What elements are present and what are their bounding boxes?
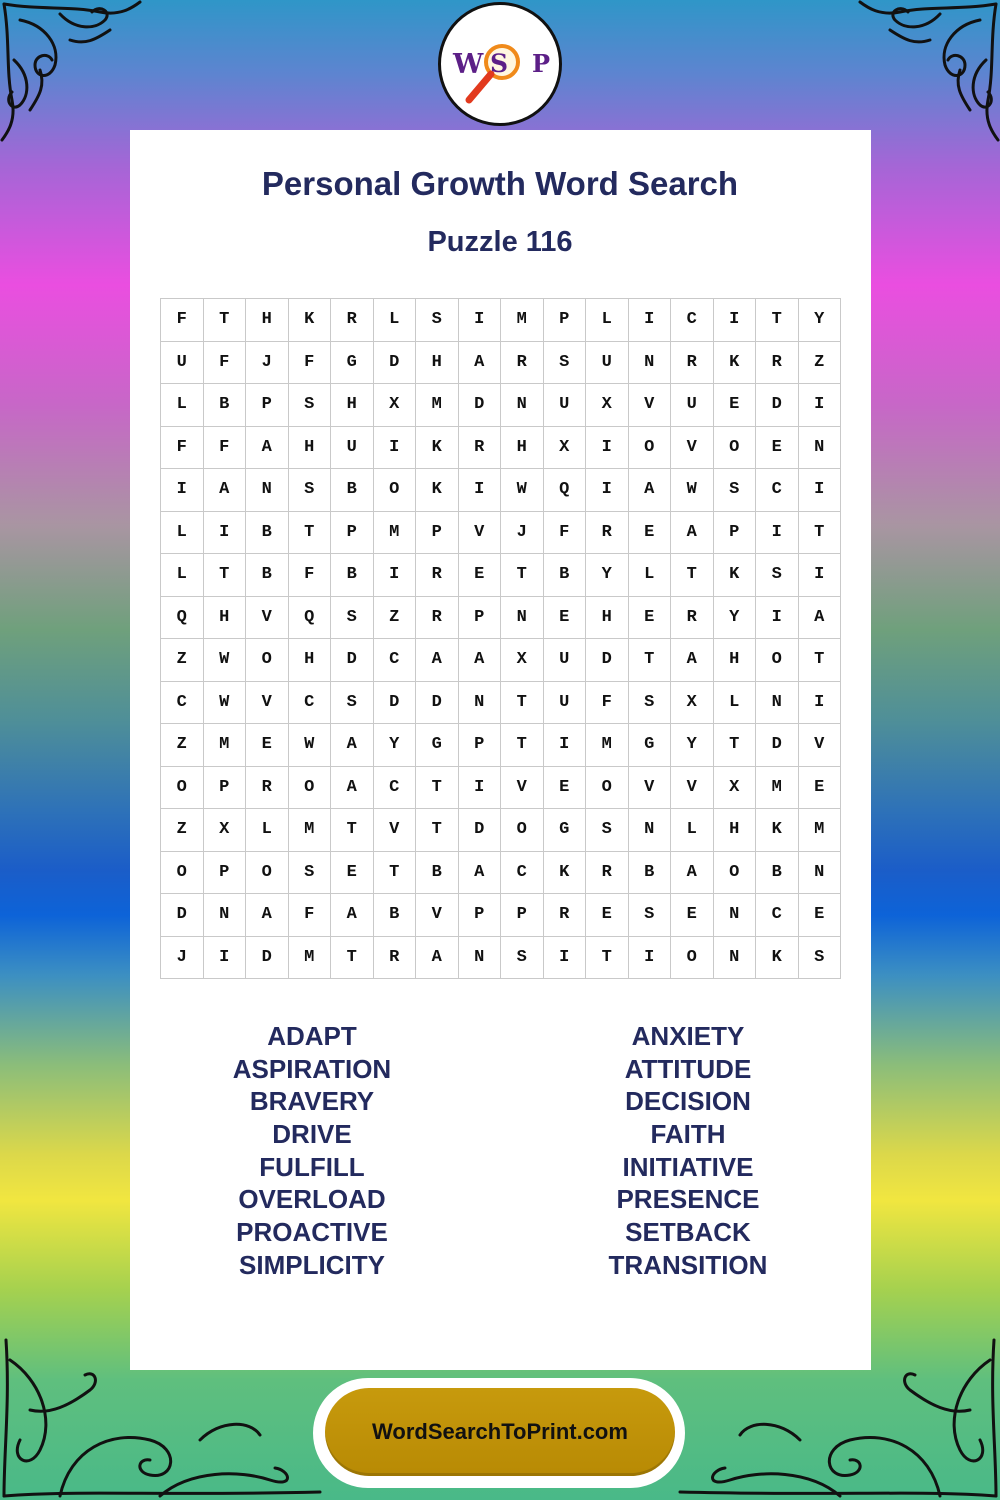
word-list-item: ASPIRATION [232, 1053, 392, 1084]
grid-cell[interactable]: P [459, 894, 502, 937]
grid-cell[interactable]: E [629, 512, 672, 555]
grid-cell[interactable]: X [714, 767, 757, 810]
logo-letter-s: S [490, 49, 509, 78]
grid-cell[interactable]: E [799, 894, 842, 937]
grid-cell[interactable]: T [416, 767, 459, 810]
grid-cell[interactable]: C [289, 682, 332, 725]
grid-cell[interactable]: M [374, 512, 417, 555]
grid-cell[interactable]: I [799, 554, 842, 597]
grid-cell[interactable]: X [501, 639, 544, 682]
grid-cell[interactable]: K [714, 554, 757, 597]
site-logo[interactable] [438, 2, 562, 126]
word-list-item: PRESENCE [616, 1184, 760, 1215]
grid-cell[interactable]: N [204, 894, 247, 937]
grid-cell[interactable]: H [501, 427, 544, 470]
word-list-right [528, 1020, 848, 1282]
grid-cell[interactable]: T [756, 299, 799, 342]
grid-cell[interactable]: U [671, 384, 714, 427]
grid-cell[interactable]: P [501, 894, 544, 937]
grid-cell[interactable]: R [374, 937, 417, 980]
word-list-item: FAITH [650, 1119, 726, 1150]
grid-cell[interactable]: E [544, 767, 587, 810]
grid-cell[interactable]: M [289, 937, 332, 980]
grid-cell[interactable]: V [799, 724, 842, 767]
grid-cell[interactable]: T [671, 554, 714, 597]
grid-cell[interactable]: C [374, 639, 417, 682]
logo-letter-w: W [453, 49, 484, 80]
grid-cell[interactable]: I [374, 554, 417, 597]
grid-cell[interactable]: P [204, 767, 247, 810]
grid-cell[interactable]: O [374, 469, 417, 512]
grid-cell[interactable]: I [544, 724, 587, 767]
grid-cell[interactable]: I [799, 682, 842, 725]
grid-cell[interactable]: E [544, 597, 587, 640]
grid-cell[interactable]: S [756, 554, 799, 597]
grid-cell[interactable]: O [586, 767, 629, 810]
grid-cell[interactable]: R [501, 342, 544, 385]
grid-cell[interactable]: W [204, 639, 247, 682]
grid-cell[interactable]: I [586, 427, 629, 470]
grid-cell[interactable]: K [714, 342, 757, 385]
grid-cell[interactable]: L [714, 682, 757, 725]
grid-cell[interactable]: F [161, 427, 204, 470]
grid-cell[interactable]: L [246, 809, 289, 852]
grid-cell[interactable]: I [204, 512, 247, 555]
grid-cell[interactable]: S [714, 469, 757, 512]
grid-cell[interactable]: Y [586, 554, 629, 597]
grid-cell[interactable]: X [204, 809, 247, 852]
grid-cell[interactable]: S [331, 682, 374, 725]
grid-cell[interactable]: L [161, 512, 204, 555]
grid-cell[interactable]: A [459, 852, 502, 895]
grid-cell[interactable]: E [671, 894, 714, 937]
grid-cell[interactable]: G [544, 809, 587, 852]
grid-cell[interactable]: S [799, 937, 842, 980]
grid-cell[interactable]: N [799, 852, 842, 895]
grid-cell[interactable]: R [246, 767, 289, 810]
website-link-button[interactable]: WordSearchToPrint.com [325, 1388, 675, 1476]
grid-cell[interactable]: O [671, 937, 714, 980]
grid-cell[interactable]: F [289, 342, 332, 385]
grid-cell[interactable]: O [161, 852, 204, 895]
grid-cell[interactable]: C [756, 469, 799, 512]
grid-cell[interactable]: I [586, 469, 629, 512]
grid-cell[interactable]: M [586, 724, 629, 767]
grid-cell[interactable]: T [331, 809, 374, 852]
grid-cell[interactable]: S [586, 809, 629, 852]
grid-cell[interactable]: N [714, 894, 757, 937]
grid-cell[interactable]: L [161, 554, 204, 597]
grid-cell[interactable]: B [204, 384, 247, 427]
puzzle-number: Puzzle 116 [427, 226, 573, 258]
word-list-item: ANXIETY [631, 1021, 745, 1051]
grid-cell[interactable]: T [586, 937, 629, 980]
grid-cell[interactable]: P [714, 512, 757, 555]
grid-cell[interactable]: N [756, 682, 799, 725]
grid-cell[interactable]: L [629, 554, 672, 597]
grid-cell[interactable]: I [799, 469, 842, 512]
grid-cell[interactable]: I [459, 767, 502, 810]
grid-cell[interactable]: B [629, 852, 672, 895]
word-list-item: OVERLOAD [238, 1184, 386, 1215]
grid-cell[interactable]: O [289, 767, 332, 810]
grid-cell[interactable]: N [459, 682, 502, 725]
grid-cell[interactable]: B [756, 852, 799, 895]
grid-cell[interactable]: D [459, 384, 502, 427]
grid-cell[interactable]: E [459, 554, 502, 597]
grid-cell[interactable]: R [586, 512, 629, 555]
grid-cell[interactable]: T [416, 809, 459, 852]
grid-cell[interactable]: Z [161, 639, 204, 682]
grid-cell[interactable]: V [629, 384, 672, 427]
grid-cell[interactable]: G [629, 724, 672, 767]
grid-cell[interactable]: V [459, 512, 502, 555]
word-list-item: BRAVERY [249, 1086, 375, 1117]
grid-cell[interactable]: X [586, 384, 629, 427]
grid-cell[interactable]: T [289, 512, 332, 555]
grid-cell[interactable]: Y [671, 724, 714, 767]
grid-cell[interactable]: D [374, 342, 417, 385]
grid-cell[interactable]: O [161, 767, 204, 810]
grid-cell[interactable]: H [246, 299, 289, 342]
grid-cell[interactable]: E [756, 427, 799, 470]
page-title: Personal Growth Word Search [261, 165, 739, 202]
grid-cell[interactable]: N [799, 427, 842, 470]
grid-cell[interactable]: R [756, 342, 799, 385]
grid-cell[interactable]: I [714, 299, 757, 342]
grid-cell[interactable]: S [416, 299, 459, 342]
grid-cell[interactable]: M [501, 299, 544, 342]
grid-cell[interactable]: K [756, 937, 799, 980]
grid-cell[interactable]: A [204, 469, 247, 512]
grid-cell[interactable]: J [161, 937, 204, 980]
grid-cell[interactable]: D [586, 639, 629, 682]
grid-cell[interactable]: I [544, 937, 587, 980]
grid-cell[interactable]: H [416, 342, 459, 385]
grid-cell[interactable]: V [246, 597, 289, 640]
grid-cell[interactable]: N [714, 937, 757, 980]
grid-cell[interactable]: U [161, 342, 204, 385]
grid-cell[interactable]: G [416, 724, 459, 767]
grid-cell[interactable]: I [459, 469, 502, 512]
grid-cell[interactable]: P [331, 512, 374, 555]
grid-cell[interactable]: E [246, 724, 289, 767]
grid-cell[interactable]: R [544, 894, 587, 937]
grid-cell[interactable]: L [586, 299, 629, 342]
grid-cell[interactable]: B [374, 894, 417, 937]
word-list-item: ATTITUDE [624, 1053, 752, 1084]
grid-cell[interactable]: T [501, 724, 544, 767]
grid-cell[interactable]: V [416, 894, 459, 937]
grid-cell[interactable]: T [501, 554, 544, 597]
grid-cell[interactable]: B [544, 554, 587, 597]
grid-cell[interactable]: B [331, 469, 374, 512]
word-list-item: TRANSITION [608, 1249, 768, 1280]
grid-cell[interactable]: T [204, 554, 247, 597]
grid-cell[interactable]: W [501, 469, 544, 512]
grid-cell[interactable]: L [374, 299, 417, 342]
word-list-item: FULFILL [259, 1151, 365, 1182]
grid-cell[interactable]: Z [161, 724, 204, 767]
grid-cell[interactable]: Q [289, 597, 332, 640]
grid-cell[interactable]: T [799, 512, 842, 555]
grid-cell[interactable]: A [331, 767, 374, 810]
grid-cell[interactable]: P [544, 299, 587, 342]
grid-cell[interactable]: S [629, 682, 672, 725]
grid-cell[interactable]: F [204, 427, 247, 470]
word-list-left [152, 1020, 472, 1282]
grid-cell[interactable]: Y [714, 597, 757, 640]
grid-cell[interactable]: U [331, 427, 374, 470]
grid-cell[interactable]: C [756, 894, 799, 937]
grid-cell[interactable]: S [289, 852, 332, 895]
grid-cell[interactable]: X [544, 427, 587, 470]
grid-cell[interactable]: U [586, 342, 629, 385]
grid-cell[interactable]: I [374, 427, 417, 470]
grid-cell[interactable]: I [629, 299, 672, 342]
grid-cell[interactable]: U [544, 384, 587, 427]
grid-cell[interactable]: V [629, 767, 672, 810]
grid-cell[interactable]: E [714, 384, 757, 427]
grid-cell[interactable]: U [544, 682, 587, 725]
grid-cell[interactable]: T [629, 639, 672, 682]
grid-cell[interactable]: I [204, 937, 247, 980]
grid-cell[interactable]: O [501, 809, 544, 852]
grid-cell[interactable]: D [459, 809, 502, 852]
grid-cell[interactable]: I [629, 937, 672, 980]
grid-cell[interactable]: D [416, 682, 459, 725]
word-list-item: ADAPT [267, 1021, 357, 1051]
grid-cell[interactable]: K [544, 852, 587, 895]
grid-cell[interactable]: C [161, 682, 204, 725]
grid-cell[interactable]: P [459, 724, 502, 767]
grid-cell[interactable]: C [671, 299, 714, 342]
grid-cell[interactable]: S [501, 937, 544, 980]
grid-cell[interactable]: A [416, 639, 459, 682]
grid-cell[interactable]: E [629, 597, 672, 640]
grid-cell[interactable]: Q [544, 469, 587, 512]
grid-cell[interactable]: A [416, 937, 459, 980]
grid-cell[interactable]: F [204, 342, 247, 385]
grid-cell[interactable]: N [501, 384, 544, 427]
grid-cell[interactable]: D [161, 894, 204, 937]
grid-cell[interactable]: K [289, 299, 332, 342]
grid-cell[interactable]: W [204, 682, 247, 725]
grid-cell[interactable]: F [161, 299, 204, 342]
grid-cell[interactable]: R [671, 342, 714, 385]
grid-cell[interactable]: P [204, 852, 247, 895]
grid-cell[interactable]: B [246, 512, 289, 555]
grid-cell[interactable]: H [586, 597, 629, 640]
grid-cell[interactable]: K [416, 469, 459, 512]
grid-cell[interactable]: K [416, 427, 459, 470]
grid-cell[interactable]: V [671, 427, 714, 470]
grid-cell[interactable]: M [416, 384, 459, 427]
grid-cell[interactable]: O [246, 639, 289, 682]
grid-cell[interactable]: B [331, 554, 374, 597]
grid-cell[interactable]: T [204, 299, 247, 342]
grid-cell[interactable]: H [289, 427, 332, 470]
grid-cell[interactable]: R [671, 597, 714, 640]
grid-cell[interactable]: A [459, 639, 502, 682]
grid-cell[interactable]: D [246, 937, 289, 980]
grid-cell[interactable]: N [629, 809, 672, 852]
grid-cell[interactable]: O [756, 639, 799, 682]
grid-cell[interactable]: P [246, 384, 289, 427]
grid-cell[interactable]: Z [161, 809, 204, 852]
grid-cell[interactable]: C [374, 767, 417, 810]
grid-cell[interactable]: I [799, 384, 842, 427]
grid-cell[interactable]: A [459, 342, 502, 385]
grid-cell[interactable]: H [331, 384, 374, 427]
grid-cell[interactable]: I [756, 597, 799, 640]
corner-ornament-top-left [0, 0, 150, 150]
grid-cell[interactable]: F [289, 554, 332, 597]
letter-grid [160, 298, 841, 979]
grid-cell[interactable]: A [246, 427, 289, 470]
grid-cell[interactable]: L [161, 384, 204, 427]
corner-ornament-top-right [850, 0, 1000, 150]
grid-cell[interactable]: V [374, 809, 417, 852]
grid-cell[interactable]: E [799, 767, 842, 810]
grid-cell[interactable]: Y [799, 299, 842, 342]
grid-cell[interactable]: T [331, 937, 374, 980]
grid-cell[interactable]: Y [374, 724, 417, 767]
grid-cell[interactable]: N [246, 469, 289, 512]
grid-cell[interactable]: W [671, 469, 714, 512]
grid-cell[interactable]: V [246, 682, 289, 725]
grid-cell[interactable]: A [331, 894, 374, 937]
grid-cell[interactable]: T [799, 639, 842, 682]
grid-cell[interactable]: T [374, 852, 417, 895]
grid-cell[interactable]: F [544, 512, 587, 555]
grid-cell[interactable]: H [204, 597, 247, 640]
grid-cell[interactable]: A [331, 724, 374, 767]
grid-cell[interactable]: R [331, 299, 374, 342]
grid-cell[interactable]: R [459, 427, 502, 470]
grid-cell[interactable]: A [671, 512, 714, 555]
grid-cell[interactable]: W [289, 724, 332, 767]
grid-cell[interactable]: D [331, 639, 374, 682]
grid-cell[interactable]: O [714, 852, 757, 895]
grid-cell[interactable]: E [331, 852, 374, 895]
grid-cell[interactable]: H [714, 809, 757, 852]
grid-cell[interactable]: N [501, 597, 544, 640]
grid-cell[interactable]: D [374, 682, 417, 725]
grid-cell[interactable]: T [714, 724, 757, 767]
grid-cell[interactable]: P [416, 512, 459, 555]
grid-cell[interactable]: S [331, 597, 374, 640]
grid-cell[interactable]: A [799, 597, 842, 640]
grid-cell[interactable]: A [671, 852, 714, 895]
word-list-item: SIMPLICITY [239, 1249, 385, 1280]
word-list-item: DRIVE [272, 1119, 352, 1150]
grid-cell[interactable]: S [289, 384, 332, 427]
grid-cell[interactable]: M [756, 767, 799, 810]
grid-cell[interactable]: E [586, 894, 629, 937]
grid-cell[interactable]: H [289, 639, 332, 682]
grid-cell[interactable]: F [289, 894, 332, 937]
grid-cell[interactable]: I [459, 299, 502, 342]
grid-cell[interactable]: S [544, 342, 587, 385]
grid-cell[interactable]: M [289, 809, 332, 852]
grid-cell[interactable]: R [586, 852, 629, 895]
grid-cell[interactable]: S [629, 894, 672, 937]
grid-cell[interactable]: A [629, 469, 672, 512]
grid-cell[interactable]: X [374, 384, 417, 427]
grid-cell[interactable]: D [756, 724, 799, 767]
grid-cell[interactable]: Q [161, 597, 204, 640]
grid-cell[interactable]: U [544, 639, 587, 682]
grid-cell[interactable]: T [501, 682, 544, 725]
grid-cell[interactable]: V [501, 767, 544, 810]
grid-cell[interactable]: O [714, 427, 757, 470]
word-list-item: PROACTIVE [236, 1217, 388, 1248]
word-list-item: INITIATIVE [622, 1151, 754, 1182]
grid-cell[interactable]: V [671, 767, 714, 810]
grid-cell[interactable]: M [204, 724, 247, 767]
grid-cell[interactable]: N [629, 342, 672, 385]
grid-cell[interactable]: G [331, 342, 374, 385]
grid-cell[interactable]: Z [799, 342, 842, 385]
grid-cell[interactable]: A [246, 894, 289, 937]
grid-cell[interactable]: X [671, 682, 714, 725]
grid-cell[interactable]: P [459, 597, 502, 640]
grid-cell[interactable]: I [756, 512, 799, 555]
grid-cell[interactable]: N [459, 937, 502, 980]
grid-cell[interactable]: M [799, 809, 842, 852]
grid-cell[interactable]: K [756, 809, 799, 852]
logo-letter-p: P [532, 49, 551, 78]
grid-cell[interactable]: J [501, 512, 544, 555]
grid-cell[interactable]: R [416, 554, 459, 597]
grid-cell[interactable]: D [756, 384, 799, 427]
word-list-item: DECISION [625, 1086, 751, 1117]
grid-cell[interactable]: H [714, 639, 757, 682]
grid-cell[interactable]: S [289, 469, 332, 512]
grid-cell[interactable]: O [629, 427, 672, 470]
grid-cell[interactable]: B [246, 554, 289, 597]
grid-cell[interactable]: B [416, 852, 459, 895]
grid-cell[interactable]: L [671, 809, 714, 852]
grid-cell[interactable]: R [416, 597, 459, 640]
grid-cell[interactable]: F [586, 682, 629, 725]
grid-cell[interactable]: J [246, 342, 289, 385]
grid-cell[interactable]: O [246, 852, 289, 895]
grid-cell[interactable]: I [161, 469, 204, 512]
grid-cell[interactable]: A [671, 639, 714, 682]
word-list-item: SETBACK [625, 1217, 751, 1248]
grid-cell[interactable]: C [501, 852, 544, 895]
grid-cell[interactable]: Z [374, 597, 417, 640]
